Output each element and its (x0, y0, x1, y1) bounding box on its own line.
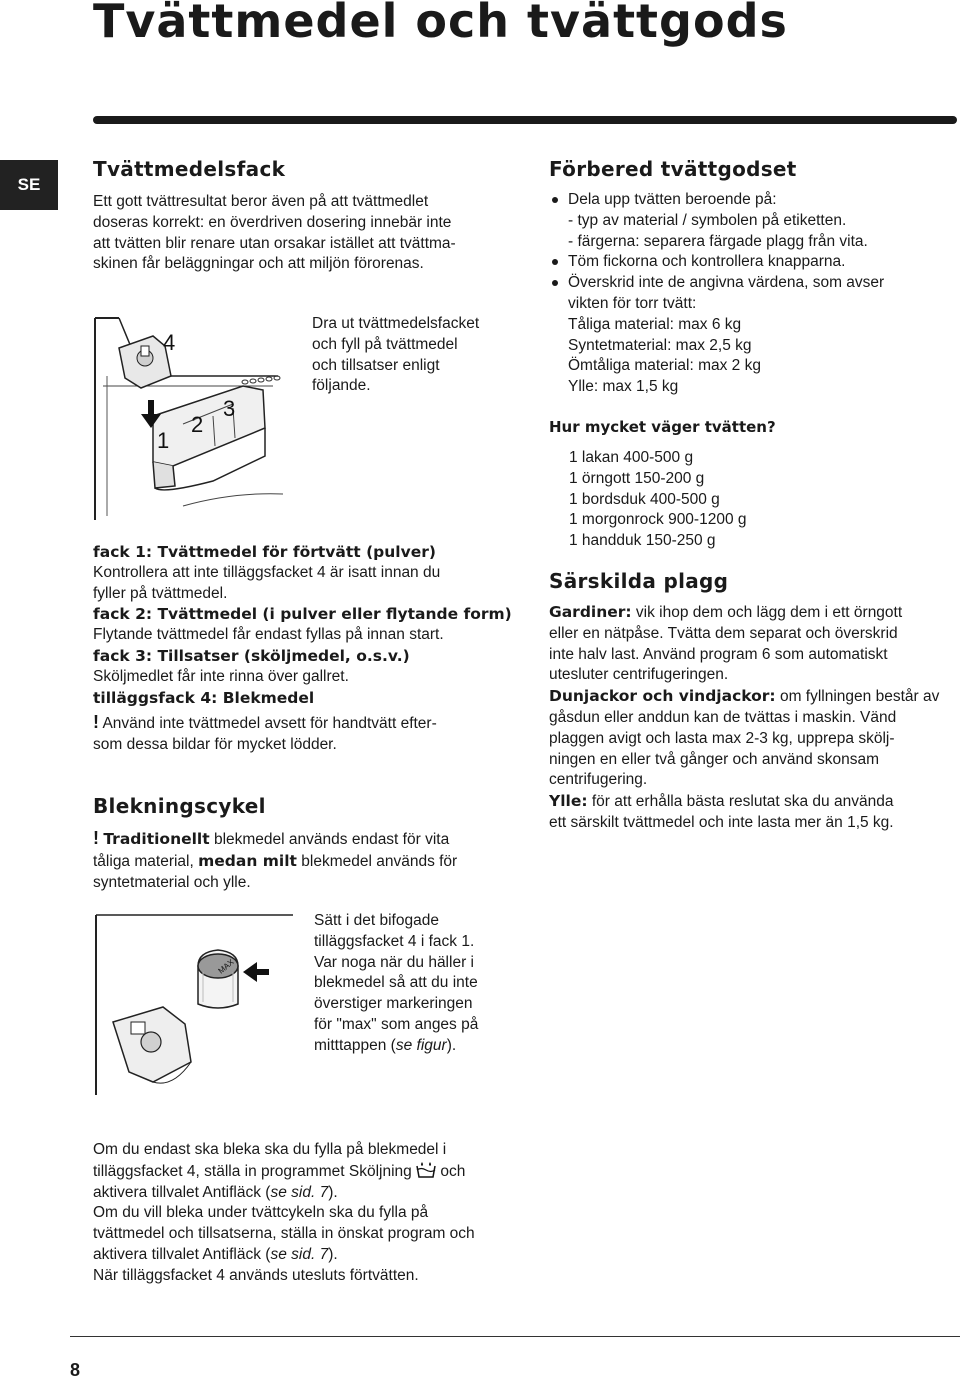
instruction-line: ). (328, 1245, 338, 1263)
weight-item: 1 lakan 400-500 g (569, 449, 694, 466)
instruction-line: När tilläggsfacket 4 används utesluts förtvätten. (93, 1266, 419, 1284)
max-label: MAX (216, 957, 236, 976)
caption-line: följande. (312, 377, 371, 395)
caption-line: för "max" som anges på (314, 1015, 479, 1033)
heading-sarskilda: Särskilda plagg (549, 569, 729, 593)
caption-line: Var noga när du häller i (314, 953, 474, 971)
caption-italic: se figur (395, 1036, 447, 1054)
special-text: centrifugering. (549, 771, 648, 789)
instruction-line: aktivera tillvalet Antifläck ( (93, 1183, 271, 1201)
weight-limit: Syntetmaterial: max 2,5 kg (568, 336, 752, 354)
caption-line: blekmedel så att du inte (314, 974, 478, 992)
weight-limit: Ömtåliga material: max 2 kg (568, 357, 761, 375)
caption-line: ). (446, 1036, 457, 1054)
caption-line: mitttappen ( (314, 1036, 396, 1054)
prep-text: Överskrid inte de angivna värdena, som avser (568, 274, 885, 292)
page-reference: se sid. 7 (270, 1245, 329, 1263)
bleach-text: tåliga material, (93, 852, 199, 870)
page-title: Tvättmedel och tvättgods (93, 0, 788, 48)
prep-text: Dela upp tvätten beroende på: (568, 191, 777, 208)
rinse-icon (416, 1161, 436, 1179)
label-gardiner: Gardiner: (549, 603, 632, 621)
warning-mark: ! (93, 828, 99, 848)
instruction-line: aktivera tillvalet Antifläck ( (93, 1245, 271, 1263)
compartment-list (93, 542, 513, 756)
prep-bullet: Töm fickorna och kontrollera knapparna. (549, 252, 954, 273)
bold-medan-milt: medan milt (198, 851, 297, 870)
instruction-line: tilläggsfacket 4, ställa in programmet Sköljning (93, 1162, 412, 1180)
fack2-line: Flytande tvättmedel får endast fyllas på innan start. (93, 626, 444, 644)
intro-paragraph (93, 192, 493, 275)
special-text: inte halv last. Använd program 6 som automatiskt (549, 645, 888, 663)
special-text: gåsdun eller anddun kan de tvättas i maskin. Vänd (549, 708, 897, 726)
bleach-instructions (93, 1140, 533, 1287)
warning-line: Använd inte tvättmedel avsett för handtvätt efter- (102, 715, 437, 733)
special-text: ett särskilt tvättmedel och inte lasta mer än 1,5 kg. (549, 813, 894, 831)
bleach-paragraph (93, 828, 513, 893)
bleach-text: blekmedel används för (296, 852, 458, 870)
instruction-line: ). (328, 1183, 338, 1201)
label-dunjackor: Dunjackor och vindjackor: (549, 687, 776, 706)
bleach-text: syntetmaterial och ylle. (93, 873, 251, 891)
weight-item: 1 morgonrock 900-1200 g (569, 511, 747, 529)
intro-line: doseras korrekt: en överdriven dosering innebär inte (93, 213, 452, 231)
caption-line: tilläggsfacket 4 i fack 1. (314, 932, 475, 950)
caption-line: Sätt i det bifogade (314, 912, 439, 929)
special-text: utesluter centrifugeringen. (549, 666, 729, 684)
label-ylle: Ylle: (549, 792, 588, 811)
heading-forbered: Förbered tvättgodset (549, 157, 797, 181)
drawer-caption (312, 314, 512, 397)
fack1-line: fyller på tvättmedel. (93, 584, 228, 602)
fack3-title: fack 3: Tillsatser (sköljmedel, o.s.v.) (93, 646, 410, 665)
intro-line: Ett gott tvättresultat beror även på att tvättmedlet (93, 193, 429, 210)
footer-divider (70, 1336, 960, 1337)
special-garments (549, 602, 957, 834)
prep-bullet (549, 190, 954, 252)
weight-item: 1 örngott 150-200 g (569, 469, 705, 487)
prep-text: vikten för torr tvätt: (568, 294, 697, 312)
special-text: vik ihop dem och lägg dem i ett örngott (631, 604, 903, 621)
page-reference: se sid. 7 (270, 1183, 329, 1201)
detergent-drawer-illustration (93, 316, 293, 522)
caption-line: och tillsatser enligt (312, 356, 440, 374)
weight-item: 1 bordsduk 400-500 g (569, 490, 720, 508)
instruction-line: tvättmedel och tillsatserna, ställa in önskat program och (93, 1225, 475, 1243)
instruction-line: Om du endast ska bleka ska du fylla på blekmedel i (93, 1141, 447, 1158)
heading-hur-mycket: Hur mycket väger tvätten? (549, 418, 776, 436)
figure-label-4: 4 (163, 330, 176, 355)
instruction-line: Om du vill bleka under tvättcykeln ska du fylla på (93, 1204, 429, 1222)
bleach-insert-illustration (93, 912, 303, 1098)
weight-item: 1 handduk 150-250 g (569, 532, 716, 550)
warning-mark: ! (93, 712, 99, 733)
caption-line: och fyll på tvättmedel (312, 335, 458, 353)
intro-line: skinen får beläggningar och att miljön förorenas. (93, 255, 424, 273)
fack1-line: Kontrollera att inte tilläggsfacket 4 är isatt innan du (93, 563, 441, 581)
caption-line: Dra ut tvättmedelsfacket (312, 315, 480, 332)
figure-label-1: 1 (157, 428, 170, 453)
bold-traditionellt: Traditionellt (103, 830, 210, 848)
bleach-text: blekmedel används endast för vita (209, 831, 450, 848)
insert-caption (314, 911, 524, 1057)
fack3-line: Sköljmedlet får inte rinna över gallret. (93, 667, 349, 685)
instruction-line: och (440, 1162, 466, 1180)
special-text: om fyllningen består av (775, 688, 940, 706)
warning-line: som dessa bildar för mycket lödder. (93, 736, 337, 754)
fack2-title: fack 2: Tvättmedel (i pulver eller flytande form) (93, 605, 512, 624)
caption-line: överstiger markeringen (314, 995, 473, 1013)
prep-subitem: - färgerna: separera färgade plagg från vita. (568, 232, 868, 250)
figure-label-3: 3 (223, 396, 236, 421)
weight-limit: Tåliga material: max 6 kg (568, 315, 742, 333)
weight-list (569, 448, 949, 552)
figure-label-2: 2 (191, 412, 204, 437)
preparation-list (549, 190, 954, 398)
prep-subitem: - typ av material / symbolen på etiketten. (568, 211, 847, 229)
warning-note (93, 712, 513, 756)
fack4-title: tilläggsfack 4: Blekmedel (93, 688, 315, 707)
heading-blekningscykel: Blekningscykel (93, 794, 266, 818)
special-text: för att erhålla bästa reslutat ska du använda (587, 793, 894, 811)
special-text: eller en nätpåse. Tvätta dem separat och överskrid (549, 624, 898, 642)
prep-bullet (549, 273, 954, 398)
title-divider (93, 116, 957, 124)
special-text: ningen en eller två gånger och använd skonsam (549, 750, 880, 768)
heading-tvattmedelsfack: Tvättmedelsfack (93, 157, 286, 181)
fack1-title: fack 1: Tvättmedel för förtvätt (pulver) (93, 543, 436, 561)
page-number: 8 (70, 1360, 81, 1380)
intro-line: att tvätten blir renare utan orsakar istället att tvättma- (93, 234, 456, 252)
weight-limit: Ylle: max 1,5 kg (568, 378, 679, 396)
language-tab: SE (0, 160, 58, 210)
special-text: plaggen avigt och lasta max 2-3 kg, upprepa skölj- (549, 729, 895, 747)
